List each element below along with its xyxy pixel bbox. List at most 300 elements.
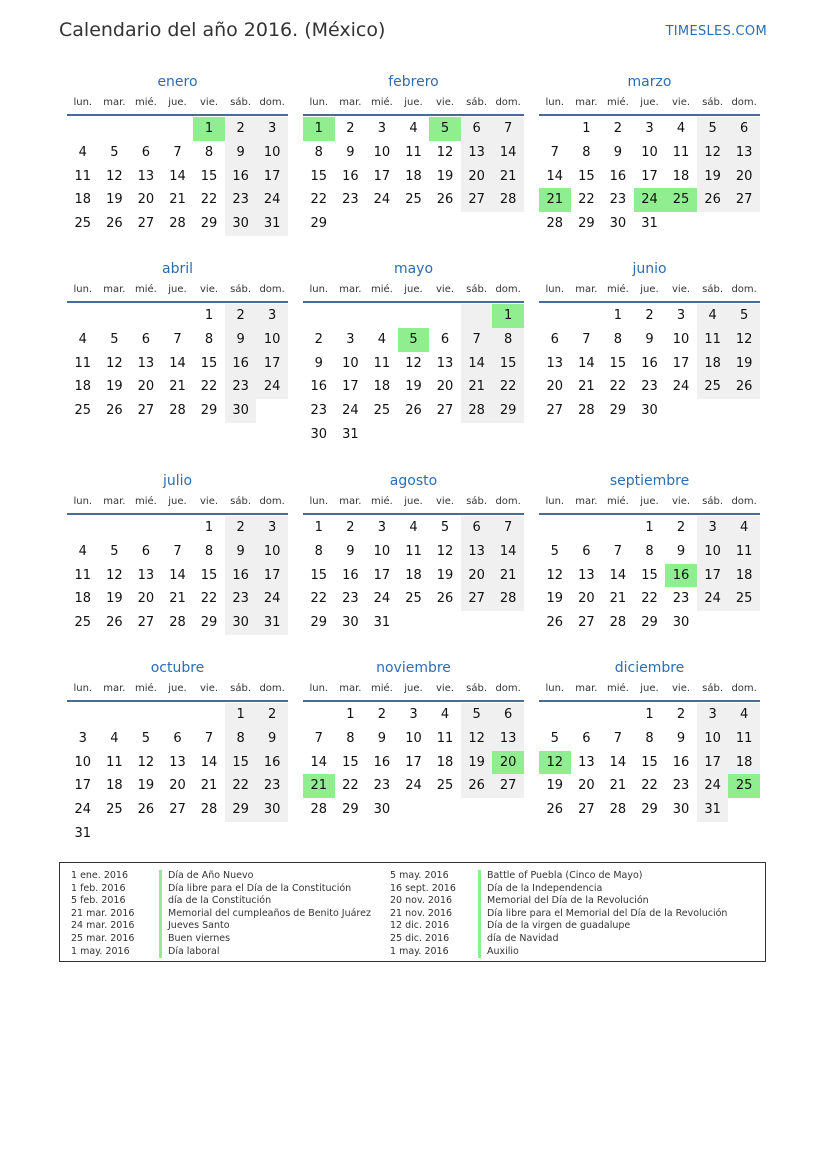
day-cell: 11 (405, 543, 422, 559)
day-cell: 2 (225, 516, 257, 540)
day-cell: 12 (697, 141, 729, 165)
legend-row (390, 920, 727, 933)
weekday-label: lun. (309, 97, 329, 108)
day-cell: 31 (256, 212, 288, 236)
day-cell: 19 (546, 778, 564, 794)
day-cell: 6 (728, 117, 760, 141)
day-grid (539, 303, 760, 423)
day-cell: 9 (346, 144, 355, 160)
day-cell: 10 (405, 730, 422, 746)
day-cell: 18 (74, 192, 92, 208)
month-name: abril (161, 261, 193, 277)
day-cell: 25 (697, 375, 729, 399)
day-cell: 7 (613, 730, 623, 746)
legend-holiday-name: Memorial del cumpleaños de Benito Juárez (159, 908, 371, 921)
day-cell: 10 (373, 144, 391, 160)
empty-cell (571, 516, 603, 540)
day-grid (303, 116, 524, 236)
weekday-label: dom. (731, 284, 757, 295)
weekday-label: mié. (134, 496, 157, 507)
day-cell: 19 (461, 751, 493, 775)
day-cell: 19 (728, 352, 760, 376)
day-cell: 27 (169, 802, 186, 818)
day-cell: 27 (137, 216, 155, 232)
empty-cell (728, 611, 760, 635)
day-cell: 1 (303, 117, 335, 141)
day-cell: 20 (137, 591, 155, 607)
weekday-label: dom. (731, 496, 757, 507)
day-cell: 14 (169, 355, 186, 371)
day-cell: 21 (578, 379, 595, 395)
day-cell: 20 (461, 165, 493, 189)
day-cell: 13 (137, 567, 155, 583)
day-cell: 28 (461, 399, 493, 423)
day-cell: 17 (405, 754, 422, 770)
day-cell: 25 (436, 778, 454, 794)
day-cell: 1 (582, 121, 591, 136)
empty-cell (130, 304, 162, 328)
day-cell: 25 (405, 591, 422, 607)
day-cell: 5 (728, 304, 760, 328)
day-cell: 19 (405, 379, 422, 395)
day-cell: 24 (256, 375, 288, 399)
day-cell: 11 (728, 540, 760, 564)
day-cell: 22 (641, 778, 658, 794)
day-cell: 25 (74, 615, 92, 631)
legend-row (390, 933, 727, 946)
weekday-label: vie. (200, 97, 219, 108)
day-cell: 24 (342, 403, 359, 419)
day-cell: 22 (310, 591, 328, 607)
day-cell: 12 (405, 355, 422, 371)
day-cell: 13 (436, 355, 454, 371)
day-cell: 18 (405, 567, 422, 583)
legend-row (390, 895, 727, 908)
day-cell: 6 (461, 117, 493, 141)
day-cell: 12 (728, 328, 760, 352)
day-cell: 8 (645, 730, 654, 746)
day-cell: 17 (256, 352, 288, 376)
day-cell: 24 (634, 188, 666, 212)
legend-holiday-name: Buen viernes (159, 933, 230, 946)
day-cell: 10 (641, 144, 658, 160)
month-febrero (303, 72, 524, 236)
empty-cell (162, 703, 194, 727)
day-cell: 7 (173, 144, 182, 160)
legend-row (390, 946, 727, 959)
day-cell: 23 (310, 403, 328, 419)
day-cell: 22 (492, 375, 524, 399)
day-cell: 3 (256, 304, 288, 328)
legend-date: 5 feb. 2016 (71, 895, 126, 907)
month-abril (67, 259, 288, 423)
day-cell: 15 (200, 355, 218, 371)
day-cell: 6 (173, 730, 182, 746)
day-cell: 21 (492, 564, 524, 588)
empty-cell (665, 212, 697, 236)
day-cell: 7 (582, 331, 591, 347)
day-cell: 7 (173, 331, 182, 347)
day-cell: 13 (137, 355, 155, 371)
legend-row (71, 883, 371, 896)
day-cell: 30 (672, 802, 690, 818)
day-cell: 1 (193, 117, 225, 141)
day-cell: 6 (141, 543, 151, 559)
day-cell: 27 (546, 403, 564, 419)
empty-cell (429, 304, 461, 328)
day-cell: 21 (169, 591, 186, 607)
day-cell: 23 (342, 591, 359, 607)
day-cell: 16 (342, 567, 359, 583)
legend-holiday-name: Día libre para el Día de la Constitución (159, 883, 351, 896)
day-cell: 29 (310, 615, 328, 631)
weekday-label: jue. (168, 97, 187, 108)
day-cell: 1 (645, 707, 654, 722)
day-cell: 8 (645, 543, 654, 559)
month-name: enero (157, 74, 198, 90)
month-name: febrero (388, 74, 439, 90)
day-cell: 16 (672, 754, 690, 770)
day-cell: 22 (225, 774, 257, 798)
day-cell: 22 (609, 379, 627, 395)
empty-cell (398, 798, 430, 822)
empty-cell (225, 822, 257, 846)
day-cell: 28 (609, 802, 627, 818)
empty-cell (492, 611, 524, 635)
day-cell: 4 (78, 331, 87, 347)
day-cell: 15 (641, 754, 658, 770)
month-mayo (303, 259, 524, 447)
day-cell: 27 (436, 403, 454, 419)
day-cell: 3 (377, 121, 387, 136)
day-cell: 13 (578, 754, 595, 770)
empty-cell (193, 822, 225, 846)
weekday-label: mar. (575, 284, 598, 295)
day-cell: 5 (461, 703, 493, 727)
day-cell: 31 (74, 825, 92, 841)
day-cell: 19 (546, 591, 564, 607)
day-cell: 20 (492, 751, 524, 775)
day-cell: 30 (609, 216, 627, 232)
weekday-label: sáb. (466, 496, 488, 507)
weekday-label: jue. (640, 284, 659, 295)
day-cell: 30 (256, 798, 288, 822)
legend-row (71, 933, 371, 946)
weekday-label: lun. (309, 496, 329, 507)
day-cell: 31 (342, 426, 359, 442)
weekday-label: mié. (370, 496, 393, 507)
day-cell: 1 (204, 308, 214, 323)
day-cell: 12 (137, 754, 155, 770)
empty-cell (130, 117, 162, 141)
empty-cell (256, 822, 288, 846)
day-cell: 27 (728, 188, 760, 212)
legend-date: 1 feb. 2016 (71, 882, 126, 894)
legend-holiday-name: Día de la Independencia (478, 883, 602, 896)
weekday-label: dom. (259, 284, 285, 295)
weekday-header (539, 491, 760, 515)
legend-date: 5 may. 2016 (390, 870, 449, 881)
weekday-label: sáb. (702, 683, 724, 694)
day-cell: 22 (200, 379, 218, 395)
empty-cell (99, 117, 131, 141)
empty-cell (67, 117, 99, 141)
empty-cell (665, 399, 697, 423)
day-cell: 6 (550, 331, 559, 347)
day-cell: 8 (582, 144, 591, 160)
day-grid (303, 515, 524, 635)
day-cell: 27 (578, 802, 595, 818)
empty-cell (602, 516, 634, 540)
legend-date: 1 ene. 2016 (71, 870, 128, 881)
day-cell: 10 (672, 331, 690, 347)
weekday-label: mié. (134, 97, 157, 108)
day-cell: 19 (436, 168, 454, 184)
month-name: octubre (150, 660, 205, 676)
month-octubre (67, 658, 288, 846)
day-cell: 7 (613, 543, 623, 559)
day-cell: 28 (609, 615, 627, 631)
day-cell: 27 (137, 403, 155, 419)
weekday-label: jue. (168, 284, 187, 295)
month-name: septiembre (609, 473, 690, 489)
month-septiembre (539, 471, 760, 635)
empty-cell (99, 516, 131, 540)
day-cell: 15 (609, 355, 627, 371)
weekday-label: mié. (134, 284, 157, 295)
weekday-label: mié. (370, 683, 393, 694)
day-cell: 2 (225, 304, 257, 328)
day-cell: 12 (436, 144, 454, 160)
day-cell: 6 (461, 516, 493, 540)
empty-cell (697, 212, 729, 236)
month-diciembre (539, 658, 760, 822)
legend-date: 16 sept. 2016 (390, 882, 456, 894)
day-cell: 2 (676, 520, 686, 535)
site-link[interactable]: TIMESLES.COM (665, 24, 767, 39)
empty-cell (335, 212, 367, 236)
day-cell: 15 (225, 751, 257, 775)
empty-cell (99, 304, 131, 328)
day-cell: 20 (578, 591, 595, 607)
day-cell: 8 (204, 331, 214, 347)
day-cell: 26 (461, 774, 493, 798)
day-cell: 9 (256, 727, 288, 751)
day-cell: 27 (492, 774, 524, 798)
weekday-label: mié. (606, 683, 629, 694)
day-cell: 27 (137, 615, 155, 631)
day-cell: 2 (676, 707, 686, 722)
day-cell: 22 (310, 192, 328, 208)
legend-holiday-name: Memorial del Día de la Revolución (478, 895, 649, 908)
month-name: marzo (627, 74, 672, 90)
day-cell: 25 (665, 188, 697, 212)
legend-row (71, 895, 371, 908)
day-cell: 14 (461, 352, 493, 376)
day-cell: 2 (377, 707, 387, 722)
weekday-label: jue. (640, 97, 659, 108)
empty-cell (461, 423, 493, 447)
weekday-label: dom. (731, 97, 757, 108)
day-cell: 2 (256, 703, 288, 727)
day-cell: 1 (613, 308, 623, 323)
day-cell: 31 (256, 611, 288, 635)
day-cell: 5 (697, 117, 729, 141)
empty-cell (492, 798, 524, 822)
weekday-label: vie. (672, 284, 691, 295)
day-cell: 7 (204, 730, 214, 746)
day-cell: 12 (106, 355, 123, 371)
day-cell: 29 (200, 403, 218, 419)
weekday-label: vie. (436, 284, 455, 295)
empty-cell (728, 798, 760, 822)
page-title: Calendario del año 2016. (México) (59, 19, 386, 41)
day-cell: 2 (613, 121, 623, 136)
weekday-label: lun. (309, 284, 329, 295)
month-name: junio (632, 261, 667, 277)
day-cell: 12 (436, 543, 454, 559)
day-cell: 16 (641, 355, 658, 371)
day-cell: 9 (346, 543, 355, 559)
weekday-label: jue. (404, 496, 423, 507)
day-cell: 7 (550, 144, 559, 160)
day-cell: 15 (200, 567, 218, 583)
weekday-label: lun. (545, 496, 565, 507)
day-cell: 26 (697, 188, 729, 212)
empty-cell (398, 304, 430, 328)
legend-row (390, 908, 727, 921)
empty-cell (492, 423, 524, 447)
day-grid (539, 116, 760, 236)
month-name: agosto (389, 473, 438, 489)
legend-date: 1 may. 2016 (390, 945, 449, 957)
day-cell: 2 (314, 331, 323, 347)
day-cell: 3 (78, 730, 87, 746)
weekday-label: mar. (339, 97, 362, 108)
weekday-label: mar. (339, 496, 362, 507)
weekday-label: dom. (259, 97, 285, 108)
day-cell: 28 (492, 587, 524, 611)
legend-row (71, 920, 371, 933)
legend-holiday-name: Auxilio (478, 946, 519, 959)
day-cell: 4 (78, 144, 87, 160)
weekday-label: dom. (495, 496, 521, 507)
day-cell: 29 (200, 216, 218, 232)
empty-cell (429, 212, 461, 236)
day-cell: 9 (225, 328, 257, 352)
day-cell: 5 (110, 144, 119, 160)
weekday-label: dom. (495, 284, 521, 295)
weekday-label: vie. (672, 97, 691, 108)
day-cell: 13 (137, 168, 155, 184)
day-cell: 17 (74, 778, 92, 794)
day-cell: 6 (440, 331, 450, 347)
day-cell: 13 (492, 727, 524, 751)
day-cell: 3 (697, 516, 729, 540)
weekday-label: lun. (545, 97, 565, 108)
day-cell: 20 (436, 379, 454, 395)
day-cell: 16 (310, 379, 328, 395)
day-cell: 17 (373, 567, 391, 583)
day-cell: 29 (641, 615, 658, 631)
day-cell: 20 (137, 192, 155, 208)
legend-date: 21 mar. 2016 (71, 907, 135, 919)
day-cell: 12 (106, 168, 123, 184)
day-cell: 26 (106, 403, 123, 419)
day-cell: 20 (137, 379, 155, 395)
legend-column-left (71, 870, 371, 958)
weekday-label: mar. (575, 97, 598, 108)
day-cell: 2 (645, 308, 654, 323)
weekday-label: vie. (672, 496, 691, 507)
weekday-label: vie. (200, 683, 219, 694)
day-cell: 28 (200, 802, 218, 818)
day-cell: 11 (373, 355, 391, 371)
day-cell: 16 (256, 751, 288, 775)
day-cell: 13 (728, 141, 760, 165)
day-cell: 28 (546, 216, 564, 232)
day-cell: 3 (256, 117, 288, 141)
empty-cell (162, 117, 194, 141)
empty-cell (728, 212, 760, 236)
day-cell: 14 (169, 567, 186, 583)
day-cell: 9 (225, 540, 257, 564)
day-cell: 16 (665, 564, 697, 588)
weekday-label: mar. (575, 496, 598, 507)
day-cell: 30 (641, 403, 658, 419)
weekday-label: sáb. (230, 496, 252, 507)
day-cell: 14 (546, 168, 564, 184)
day-cell: 7 (492, 117, 524, 141)
day-cell: 14 (310, 754, 328, 770)
day-cell: 23 (225, 375, 257, 399)
day-cell: 30 (225, 212, 257, 236)
weekday-label: lun. (73, 496, 93, 507)
weekday-label: sáb. (702, 97, 724, 108)
day-cell: 15 (578, 168, 595, 184)
day-cell: 11 (436, 730, 454, 746)
day-cell: 8 (204, 543, 214, 559)
day-cell: 18 (436, 754, 454, 770)
day-cell: 10 (697, 727, 729, 751)
weekday-label: vie. (672, 683, 691, 694)
day-cell: 14 (609, 754, 627, 770)
weekday-header (67, 92, 288, 116)
month-julio (67, 471, 288, 635)
weekday-label: mar. (103, 496, 126, 507)
weekday-label: sáb. (230, 284, 252, 295)
weekday-label: mar. (103, 284, 126, 295)
day-cell: 8 (346, 730, 355, 746)
weekday-label: jue. (168, 496, 187, 507)
day-cell: 4 (78, 543, 87, 559)
weekday-header (67, 279, 288, 303)
legend-column-right (390, 870, 727, 958)
day-cell: 19 (106, 379, 123, 395)
day-cell: 26 (405, 403, 422, 419)
day-cell: 16 (373, 754, 391, 770)
weekday-label: mié. (606, 284, 629, 295)
empty-cell (130, 822, 162, 846)
day-cell: 29 (342, 802, 359, 818)
day-cell: 21 (539, 188, 571, 212)
day-cell: 28 (169, 403, 186, 419)
month-enero (67, 72, 288, 236)
weekday-label: vie. (200, 284, 219, 295)
legend-row (390, 883, 727, 896)
day-cell: 5 (550, 543, 559, 559)
day-cell: 10 (74, 754, 92, 770)
